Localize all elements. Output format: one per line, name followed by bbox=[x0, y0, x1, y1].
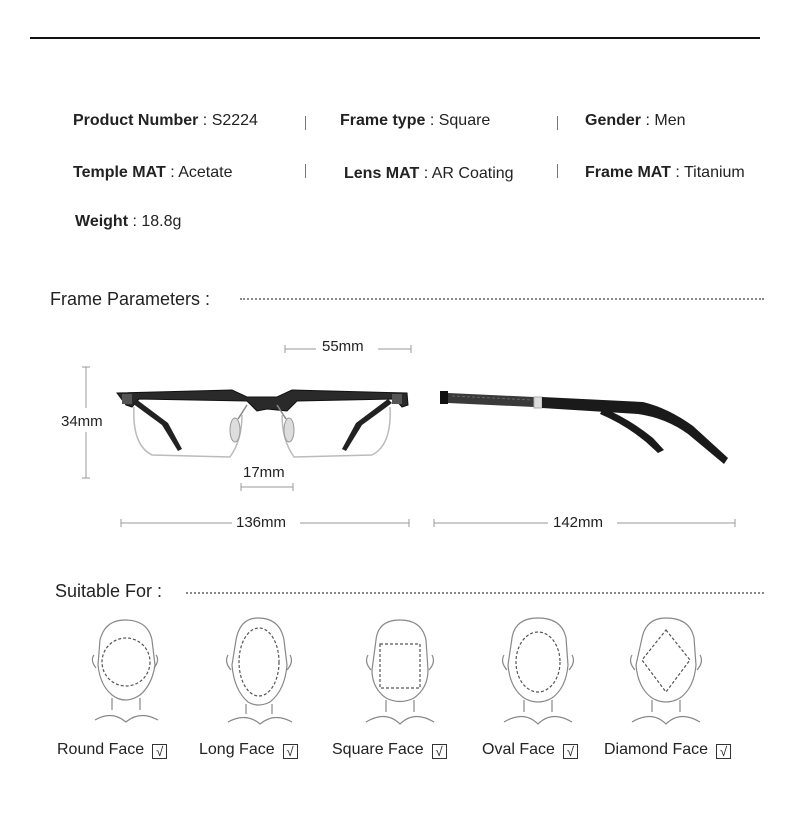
suitable-for-title: Suitable For : bbox=[55, 581, 163, 601]
spec-label: Lens MAT bbox=[344, 165, 420, 182]
checkbox-checked-icon: √ bbox=[716, 744, 731, 759]
spec-label: Gender bbox=[585, 112, 642, 129]
square-face-icon bbox=[366, 620, 434, 724]
face-option-square bbox=[332, 741, 447, 759]
lens-width-label: 55mm bbox=[322, 338, 364, 355]
spec-value: S2224 bbox=[211, 112, 258, 129]
face-option-diamond bbox=[604, 741, 731, 759]
spec-value: AR Coating bbox=[431, 165, 514, 182]
spec-label: Temple MAT bbox=[73, 164, 166, 181]
spec-value: Acetate bbox=[178, 164, 233, 181]
oval-face-icon bbox=[503, 618, 574, 724]
checkbox-checked-icon: √ bbox=[283, 744, 298, 759]
diamond-face-icon bbox=[631, 618, 702, 724]
frame-parameters-title: Frame Parameters : bbox=[50, 289, 211, 309]
face-label: Square Face bbox=[332, 741, 424, 758]
frame-width-label: 136mm bbox=[236, 514, 287, 531]
face-illustrations bbox=[0, 610, 790, 730]
glasses-front-view bbox=[112, 385, 422, 465]
long-face-icon bbox=[227, 618, 292, 724]
round-face-icon bbox=[92, 620, 158, 722]
spec-weight: Weight : 18.8g bbox=[75, 213, 182, 230]
spec-lens-mat: Lens MAT : AR Coating bbox=[344, 165, 514, 182]
glasses-temple-view bbox=[438, 388, 738, 468]
spec-value: Square bbox=[438, 112, 491, 129]
spec-product-number: Product Number : S2224 bbox=[73, 112, 258, 129]
checkbox-checked-icon: √ bbox=[152, 744, 167, 759]
spec-gender: Gender : Men bbox=[585, 112, 686, 129]
bridge-width-label: 17mm bbox=[243, 464, 285, 481]
spec-temple-mat: Temple MAT : Acetate bbox=[73, 164, 233, 181]
temple-length-label: 142mm bbox=[553, 514, 604, 531]
face-option-oval bbox=[482, 741, 578, 759]
dotted-divider bbox=[186, 592, 764, 594]
spec-value: Titanium bbox=[683, 164, 745, 181]
lens-height-label: 34mm bbox=[61, 413, 103, 430]
face-option-round bbox=[57, 741, 167, 759]
checkbox-checked-icon: √ bbox=[563, 744, 578, 759]
face-label: Oval Face bbox=[482, 741, 555, 758]
face-option-long bbox=[199, 741, 298, 759]
face-label: Round Face bbox=[57, 741, 145, 758]
face-label: Long Face bbox=[199, 741, 275, 758]
spec-label: Frame type bbox=[340, 112, 426, 129]
checkbox-checked-icon: √ bbox=[432, 744, 447, 759]
spec-frame-type: Frame type : Square bbox=[340, 112, 491, 129]
face-label: Diamond Face bbox=[604, 741, 709, 758]
spec-label: Weight bbox=[75, 213, 129, 230]
spec-frame-mat: Frame MAT : Titanium bbox=[585, 164, 745, 181]
spec-label: Frame MAT bbox=[585, 164, 671, 181]
spec-value: Men bbox=[654, 112, 686, 129]
spec-label: Product Number bbox=[73, 112, 199, 129]
spec-value: 18.8g bbox=[141, 213, 182, 230]
